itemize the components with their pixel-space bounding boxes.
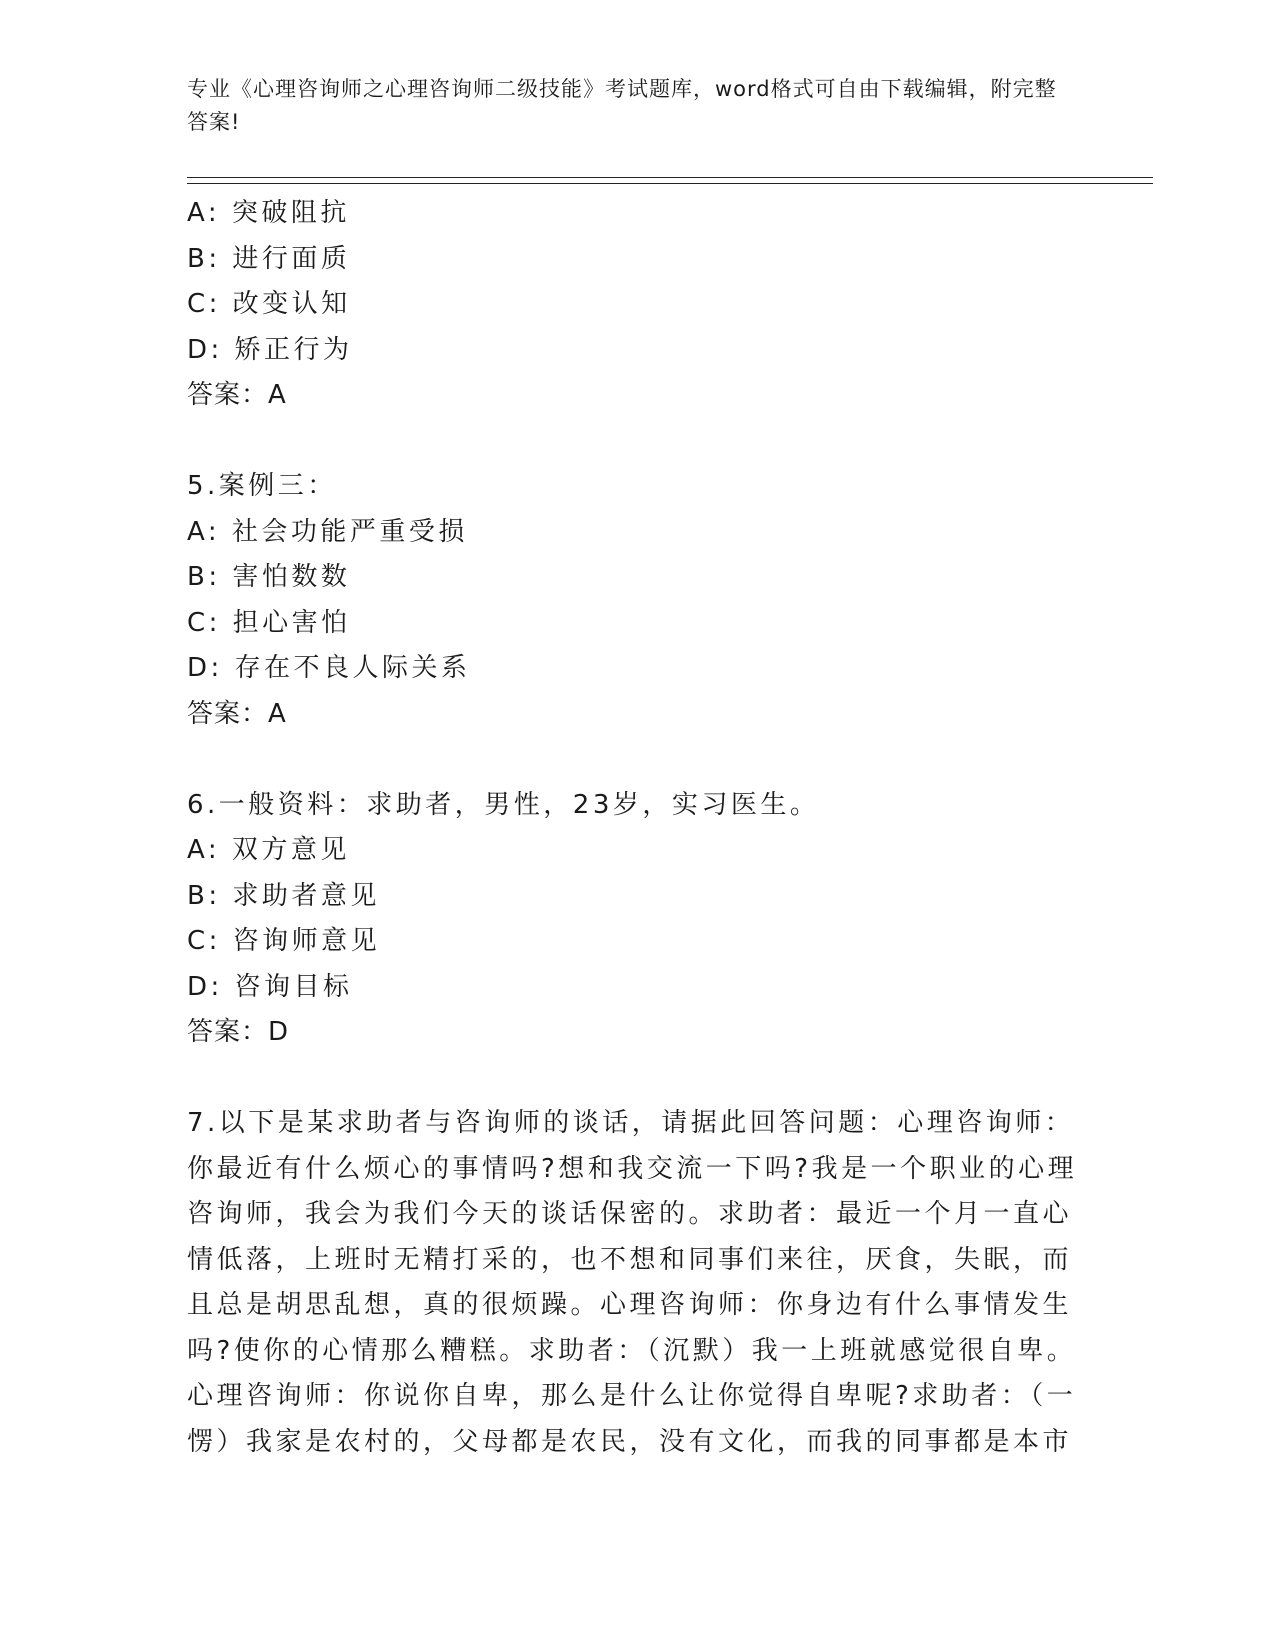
spacer <box>187 1056 1087 1102</box>
question-line: 你最近有什么烦心的事情吗?想和我交流一下吗?我是一个职业的心理 <box>187 1153 1078 1184</box>
option-a: A: 突破阻抗 <box>187 198 350 228</box>
question-line: 且总是胡思乱想，真的很烦躁。心理咨询师：你身边有什么事情发生 <box>187 1290 1073 1320</box>
option-b: B: 求助者意见 <box>187 880 380 911</box>
question-5 <box>187 464 1087 737</box>
option-d: D: 存在不良人际关系 <box>187 653 471 683</box>
option-c: C: 咨询师意见 <box>187 926 381 956</box>
question-line: 7.以下是某求助者与咨询师的谈话，请据此回答问题：心理咨询师： <box>187 1108 1075 1138</box>
question-line: 吗?使你的心情那么糟糕。求助者：（沉默）我一上班就感觉很自卑。 <box>187 1335 1077 1366</box>
option-c: C: 改变认知 <box>187 289 351 319</box>
document-header: 专业《心理咨询师之心理咨询师二级技能》考试题库，word格式可自由下载编辑，附完整答案! <box>187 77 1057 134</box>
option-c: C: 担心害怕 <box>187 607 351 638</box>
question-line: 咨询师，我会为我们今天的谈话保密的。求助者：最近一个月一直心 <box>187 1199 1073 1229</box>
header-rule-top <box>187 177 1153 178</box>
question-4 <box>187 191 1087 419</box>
document-body <box>187 191 1087 1465</box>
question-6 <box>187 783 1087 1056</box>
option-d: D: 咨询目标 <box>187 971 353 1002</box>
question-7 <box>187 1101 1087 1465</box>
question-line: 心理咨询师：你说你自卑，那么是什么让你觉得自卑呢?求助者：（一 <box>187 1381 1077 1411</box>
spacer <box>187 419 1087 465</box>
option-a: A: 双方意见 <box>187 835 350 865</box>
option-a: A: 社会功能严重受损 <box>187 516 468 547</box>
option-b: B: 进行面质 <box>187 243 351 274</box>
answer: 答案：D <box>187 1017 290 1047</box>
header-rule-bottom <box>187 183 1153 184</box>
option-b: B: 害怕数数 <box>187 562 351 592</box>
answer: 答案：A <box>187 698 287 729</box>
question-text: 6.一般资料：求助者，男性，23岁，实习医生。 <box>187 789 820 820</box>
spacer <box>187 737 1087 783</box>
question-text: 5.案例三： <box>187 471 337 501</box>
question-line: 愣）我家是农村的，父母都是农民，没有文化，而我的同事都是本市 <box>187 1426 1073 1457</box>
question-line: 情低落，上班时无精打采的，也不想和同事们来往，厌食，失眠，而 <box>187 1244 1073 1275</box>
answer: 答案：A <box>187 380 287 410</box>
option-d: D: 矫正行为 <box>187 334 353 365</box>
